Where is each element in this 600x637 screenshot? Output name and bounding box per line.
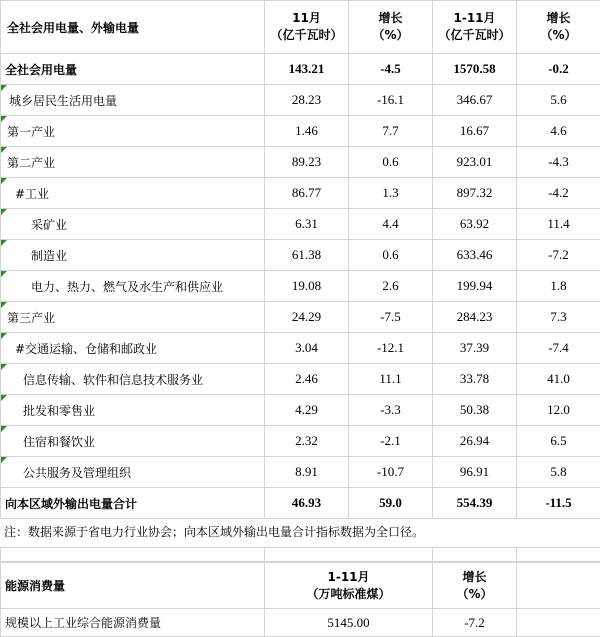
cell-month-growth: -16.1 xyxy=(349,85,433,116)
table-row xyxy=(1,85,600,116)
cell-month: 8.91 xyxy=(265,457,349,488)
header-col-month xyxy=(265,1,349,54)
header-col-ytd-line1: 1-11月 xyxy=(433,10,516,27)
table-row xyxy=(1,116,600,147)
cell-ytd-growth: 6.5 xyxy=(517,426,600,457)
cell-ytd-growth: -7.4 xyxy=(517,333,600,364)
header-col-ytd xyxy=(433,1,517,54)
row-label: 批发和零售业 xyxy=(1,395,265,426)
table-row xyxy=(1,302,600,333)
cell-month: 86.77 xyxy=(265,178,349,209)
cell-month-growth: 0.6 xyxy=(349,240,433,271)
cell-ytd: 5145.00 xyxy=(265,609,433,637)
header-col-ytd-growth-line1: 增长 xyxy=(517,10,600,27)
cell-ytd-growth: -0.2 xyxy=(517,54,600,85)
cell-ytd: 50.38 xyxy=(433,395,517,426)
cell-month-growth: 11.1 xyxy=(349,364,433,395)
header-col-month-line2: （亿千瓦时） xyxy=(265,27,348,44)
header-col-ytd-line2: （万吨标准煤） xyxy=(265,586,432,603)
cell-ytd: 923.01 xyxy=(433,147,517,178)
cell-growth: -7.2 xyxy=(433,609,517,637)
cell-ytd-growth: 4.6 xyxy=(517,116,600,147)
row-label: 全社会用电量 xyxy=(1,54,265,85)
row-label: 采矿业 xyxy=(1,209,265,240)
cell-month-growth: -4.5 xyxy=(349,54,433,85)
cell-ytd: 96.91 xyxy=(433,457,517,488)
header-col-growth xyxy=(433,563,517,609)
cell-month: 28.23 xyxy=(265,85,349,116)
header-col-ytd-growth-line2: （%） xyxy=(517,27,600,44)
table-row xyxy=(1,54,600,85)
cell-ytd: 346.67 xyxy=(433,85,517,116)
cell-ytd-growth: 11.4 xyxy=(517,209,600,240)
table-header-row xyxy=(1,1,600,54)
cell-ytd: 33.78 xyxy=(433,364,517,395)
cell-ytd-growth: 1.8 xyxy=(517,271,600,302)
header-col-ytd-line1: 1-11月 xyxy=(265,569,432,586)
cell-ytd: 16.67 xyxy=(433,116,517,147)
header-col-ytd-line2: （亿千瓦时） xyxy=(433,27,516,44)
cell-ytd-growth: 41.0 xyxy=(517,364,600,395)
empty-cell xyxy=(517,609,600,637)
row-label: 电力、热力、燃气及水生产和供应业 xyxy=(1,271,265,302)
cell-ytd-growth: -7.2 xyxy=(517,240,600,271)
cell-ytd: 1570.58 xyxy=(433,54,517,85)
table-row xyxy=(1,364,600,395)
cell-ytd: 284.23 xyxy=(433,302,517,333)
cell-ytd: 554.39 xyxy=(433,488,517,519)
header-col-month-line1: 11月 xyxy=(265,10,348,27)
cell-month-growth: -2.1 xyxy=(349,426,433,457)
cell-ytd: 63.92 xyxy=(433,209,517,240)
cell-month-growth: -7.5 xyxy=(349,302,433,333)
cell-month-growth: 7.7 xyxy=(349,116,433,147)
table-row xyxy=(1,395,600,426)
cell-ytd-growth: -11.5 xyxy=(517,488,600,519)
cell-month: 3.04 xyxy=(265,333,349,364)
table-row xyxy=(1,271,600,302)
cell-ytd-growth: -4.3 xyxy=(517,147,600,178)
cell-month: 89.23 xyxy=(265,147,349,178)
cell-month: 19.08 xyxy=(265,271,349,302)
cell-ytd-growth: 5.6 xyxy=(517,85,600,116)
cell-month-growth: -10.7 xyxy=(349,457,433,488)
cell-month-growth: -3.3 xyxy=(349,395,433,426)
empty-cell xyxy=(517,563,600,609)
header-col-growth-line2: （%） xyxy=(433,586,516,603)
cell-month-growth: 0.6 xyxy=(349,147,433,178)
cell-ytd-growth: 5.8 xyxy=(517,457,600,488)
row-label: 住宿和餐饮业 xyxy=(1,426,265,457)
row-label: 第一产业 xyxy=(1,116,265,147)
row-label: 规模以上工业综合能源消费量 xyxy=(1,609,265,637)
row-label: 向本区域外输出电量合计 xyxy=(1,488,265,519)
table-row xyxy=(1,426,600,457)
header-label: 全社会用电量、外输电量 xyxy=(1,1,265,54)
row-label: 第三产业 xyxy=(1,302,265,333)
cell-ytd: 37.39 xyxy=(433,333,517,364)
row-label: 公共服务及管理组织 xyxy=(1,457,265,488)
row-label: #工业 xyxy=(1,178,265,209)
table-row xyxy=(1,457,600,488)
cell-month: 6.31 xyxy=(265,209,349,240)
table-row xyxy=(1,147,600,178)
row-label: #交通运输、仓储和邮政业 xyxy=(1,333,265,364)
table-row xyxy=(1,209,600,240)
header-col-ytd-growth xyxy=(517,1,600,54)
cell-month: 4.29 xyxy=(265,395,349,426)
header-col-ytd xyxy=(265,563,433,609)
cell-month: 24.29 xyxy=(265,302,349,333)
cell-month-growth: -12.1 xyxy=(349,333,433,364)
header-col-month-growth-line2: （%） xyxy=(349,27,432,44)
cell-month: 143.21 xyxy=(265,54,349,85)
cell-month: 2.32 xyxy=(265,426,349,457)
cell-ytd-growth: -4.2 xyxy=(517,178,600,209)
cell-month: 46.93 xyxy=(265,488,349,519)
header-col-month-growth-line1: 增长 xyxy=(349,10,432,27)
cell-ytd: 897.32 xyxy=(433,178,517,209)
row-label: 信息传输、软件和信息技术服务业 xyxy=(1,364,265,395)
cell-ytd-growth: 12.0 xyxy=(517,395,600,426)
cell-month-growth: 1.3 xyxy=(349,178,433,209)
header-col-growth-line1: 增长 xyxy=(433,569,516,586)
table-header-row xyxy=(1,563,600,609)
cell-ytd: 199.94 xyxy=(433,271,517,302)
header-label: 能源消费量 xyxy=(1,563,265,609)
cell-month: 1.46 xyxy=(265,116,349,147)
table-row xyxy=(1,609,600,637)
header-col-month-growth xyxy=(349,1,433,54)
row-label: 第二产业 xyxy=(1,147,265,178)
cell-ytd-growth: 7.3 xyxy=(517,302,600,333)
row-label: 制造业 xyxy=(1,240,265,271)
footnote: 注：数据来源于省电力行业协会；向本区域外输出电量合计指标数据为全口径。 xyxy=(0,519,600,547)
cell-month-growth: 2.6 xyxy=(349,271,433,302)
cell-ytd: 633.46 xyxy=(433,240,517,271)
row-label: 城乡居民生活用电量 xyxy=(1,85,265,116)
spacer-row xyxy=(0,547,600,562)
cell-month: 2.46 xyxy=(265,364,349,395)
cell-month-growth: 4.4 xyxy=(349,209,433,240)
table-row xyxy=(1,240,600,271)
table-row xyxy=(1,333,600,364)
cell-month-growth: 59.0 xyxy=(349,488,433,519)
energy-table xyxy=(0,562,600,637)
cell-ytd: 26.94 xyxy=(433,426,517,457)
cell-month: 61.38 xyxy=(265,240,349,271)
table-row xyxy=(1,178,600,209)
table-row xyxy=(1,488,600,519)
